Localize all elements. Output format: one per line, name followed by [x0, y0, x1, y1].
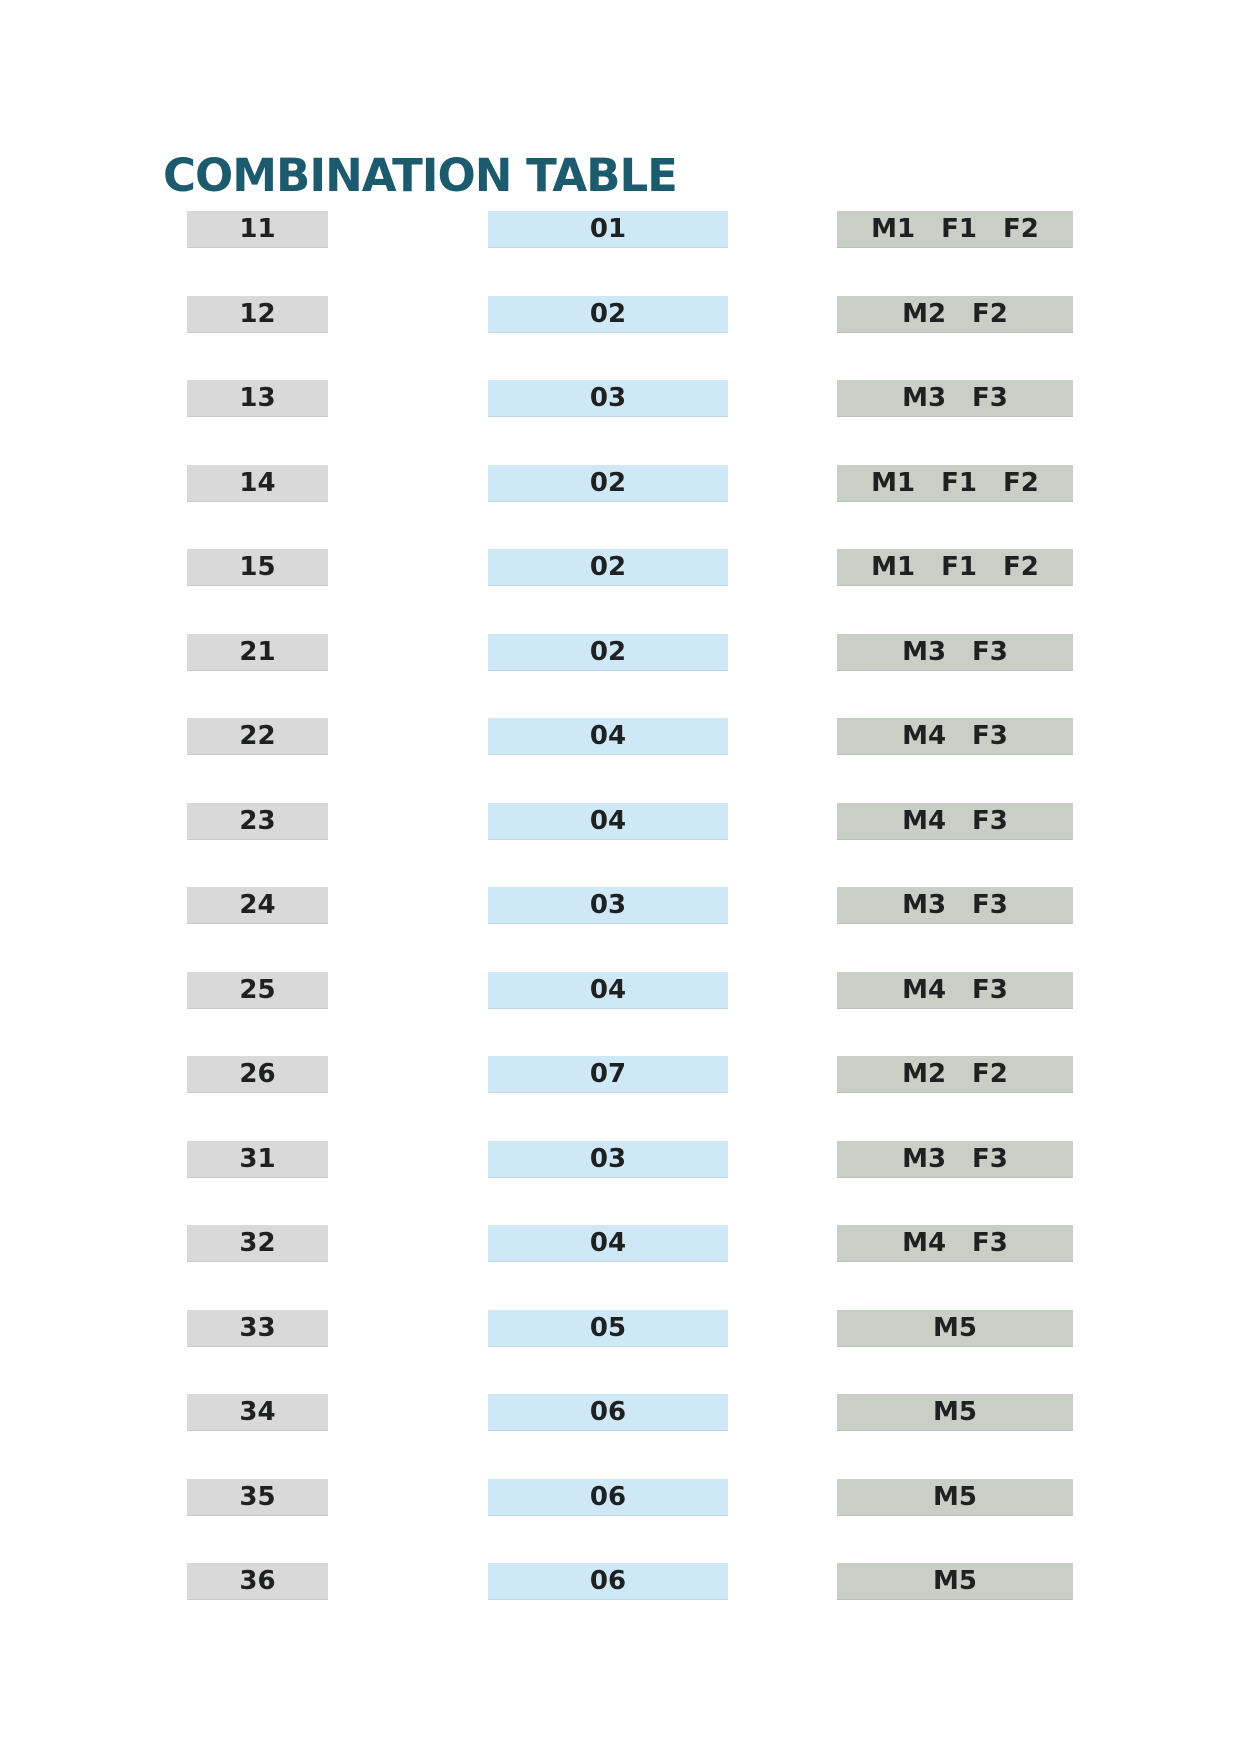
quantity-cell: 02: [488, 634, 728, 671]
table-row: [0, 1394, 1241, 1431]
variant-token: F3: [972, 1228, 1008, 1258]
table-row: [0, 1056, 1241, 1093]
variant-cell: [837, 549, 1073, 586]
variant-cell: [837, 1310, 1073, 1347]
quantity-cell: 04: [488, 803, 728, 840]
variant-cell: [837, 296, 1073, 333]
quantity-cell: 01: [488, 211, 728, 248]
table-row: [0, 1225, 1241, 1262]
table-row: [0, 1141, 1241, 1178]
code-cell: 21: [187, 634, 328, 671]
variant-token: F2: [1002, 552, 1039, 582]
quantity-cell: 04: [488, 718, 728, 755]
table-row: [0, 549, 1241, 586]
variant-token: F1: [941, 552, 977, 582]
code-cell: 12: [187, 296, 328, 333]
quantity-cell: 03: [488, 887, 728, 924]
code-cell: 15: [187, 549, 328, 586]
variant-cell: [837, 1225, 1073, 1262]
table-row: [0, 718, 1241, 755]
variant-token: F3: [972, 1143, 1008, 1174]
table-row: [0, 465, 1241, 502]
code-cell: 24: [187, 887, 328, 924]
variant-token: F3: [972, 890, 1008, 920]
quantity-cell: 07: [488, 1056, 728, 1093]
variant-token: F3: [972, 636, 1008, 667]
variant-cell: [837, 887, 1073, 924]
variant-token: M1: [871, 552, 916, 582]
table-row: [0, 972, 1241, 1009]
variant-cell: [837, 1394, 1073, 1431]
variant-token: F3: [972, 383, 1008, 413]
code-cell: 32: [187, 1225, 328, 1262]
variant-token: M4: [902, 721, 947, 751]
variant-token: M4: [902, 1228, 947, 1258]
variant-token: M1: [871, 467, 916, 498]
variant-cell: [837, 1563, 1073, 1600]
variant-cell: [837, 1056, 1073, 1093]
variant-cell: [837, 465, 1073, 502]
quantity-cell: 05: [488, 1310, 728, 1347]
variant-token: F3: [972, 721, 1008, 751]
quantity-cell: 04: [488, 1225, 728, 1262]
code-cell: 23: [187, 803, 328, 840]
code-cell: 34: [187, 1394, 328, 1431]
variant-token: F2: [1002, 214, 1039, 244]
table-row: [0, 887, 1241, 924]
variant-cell: [837, 803, 1073, 840]
table-row: [0, 296, 1241, 333]
variant-token: M3: [902, 1143, 947, 1174]
table-row: [0, 634, 1241, 671]
variant-token: M5: [933, 1566, 977, 1596]
code-cell: 11: [187, 211, 328, 248]
variant-token: M3: [902, 890, 947, 920]
variant-token: F3: [972, 974, 1008, 1005]
table-row: [0, 211, 1241, 248]
code-cell: 31: [187, 1141, 328, 1178]
quantity-cell: 06: [488, 1563, 728, 1600]
variant-token: M3: [902, 636, 947, 667]
code-cell: 13: [187, 380, 328, 417]
variant-token: F1: [941, 467, 977, 498]
variant-token: M3: [902, 383, 947, 413]
variant-token: F2: [1002, 467, 1039, 498]
quantity-cell: 02: [488, 296, 728, 333]
variant-token: F2: [972, 1059, 1008, 1089]
variant-token: M4: [902, 805, 947, 836]
quantity-cell: 06: [488, 1394, 728, 1431]
quantity-cell: 06: [488, 1479, 728, 1516]
code-cell: 33: [187, 1310, 328, 1347]
quantity-cell: 04: [488, 972, 728, 1009]
variant-token: M1: [871, 214, 916, 244]
page-title: COMBINATION TABLE: [163, 149, 677, 203]
table-row: [0, 380, 1241, 417]
variant-token: M5: [933, 1312, 977, 1343]
variant-token: M2: [902, 1059, 947, 1089]
table-row: [0, 803, 1241, 840]
code-cell: 14: [187, 465, 328, 502]
variant-cell: [837, 211, 1073, 248]
variant-token: F1: [941, 214, 977, 244]
code-cell: 22: [187, 718, 328, 755]
table-row: [0, 1563, 1241, 1600]
variant-cell: [837, 634, 1073, 671]
quantity-cell: 02: [488, 465, 728, 502]
variant-token: F3: [972, 805, 1008, 836]
variant-token: M5: [933, 1481, 977, 1512]
variant-token: F2: [972, 298, 1008, 329]
quantity-cell: 03: [488, 380, 728, 417]
code-cell: 25: [187, 972, 328, 1009]
variant-cell: [837, 718, 1073, 755]
code-cell: 26: [187, 1056, 328, 1093]
variant-cell: [837, 1141, 1073, 1178]
variant-token: M4: [902, 974, 947, 1005]
quantity-cell: 03: [488, 1141, 728, 1178]
variant-token: M2: [902, 298, 947, 329]
variant-token: M5: [933, 1397, 977, 1427]
variant-cell: [837, 380, 1073, 417]
code-cell: 36: [187, 1563, 328, 1600]
variant-cell: [837, 1479, 1073, 1516]
quantity-cell: 02: [488, 549, 728, 586]
combination-table: [0, 211, 1241, 1600]
table-row: [0, 1310, 1241, 1347]
variant-cell: [837, 972, 1073, 1009]
code-cell: 35: [187, 1479, 328, 1516]
table-row: [0, 1479, 1241, 1516]
